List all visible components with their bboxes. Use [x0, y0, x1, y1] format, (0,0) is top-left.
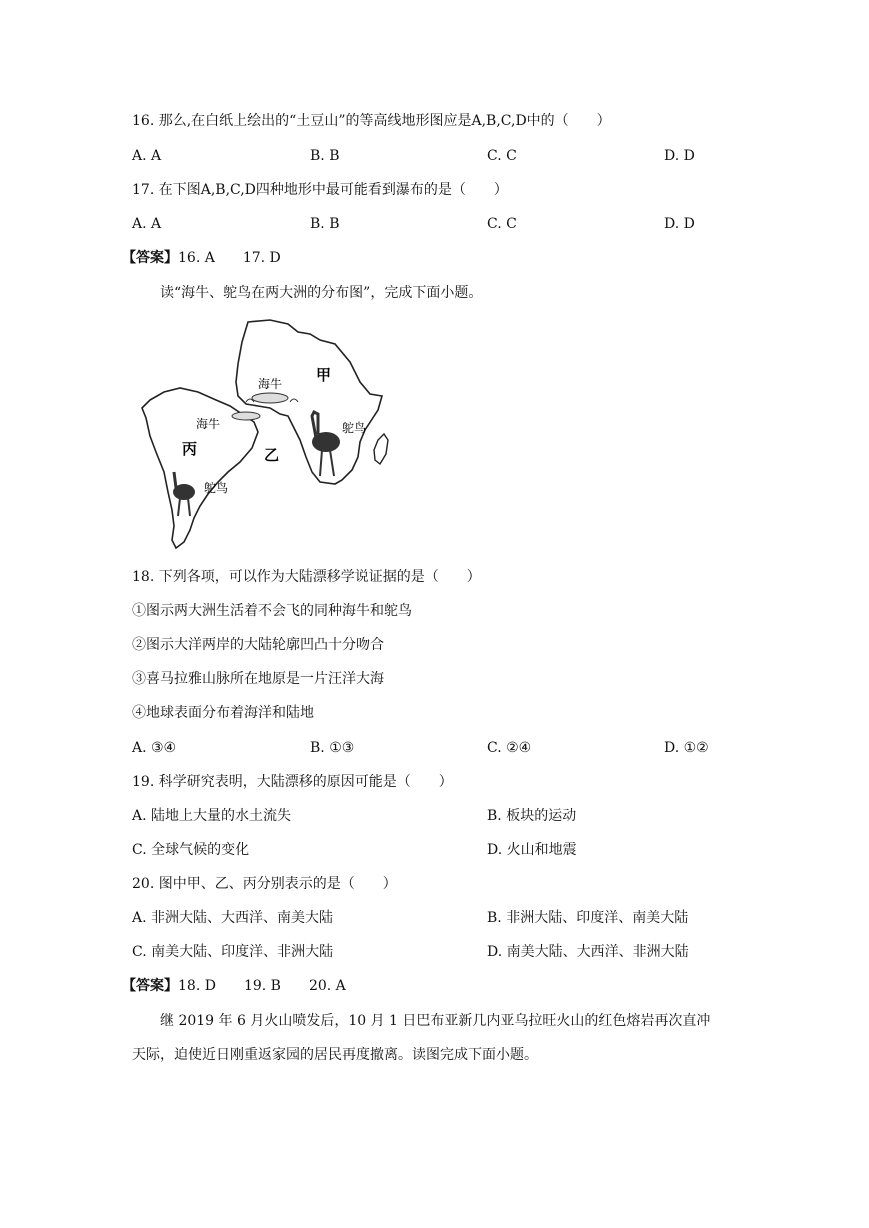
reading-intro-volcano-line-2: 天际，迫使近日刚重返家园的居民再度撤离。读图完成下面小题。 — [132, 1047, 538, 1063]
map-label-ostrich-sa: 鸵鸟 — [204, 481, 229, 495]
map-label-manatee-africa: 海牛 — [258, 377, 283, 391]
q20-option-b: B. 非洲大陆、印度洋、南美大陆 — [487, 910, 689, 926]
q16-option-b: B. B — [310, 148, 340, 164]
map-label-yi: 乙 — [264, 446, 280, 464]
q16-option-c: C. C — [487, 148, 517, 164]
reading-intro-map: 读“海牛、鸵鸟在两大洲的分布图”，完成下面小题。 — [160, 285, 483, 301]
map-label-ostrich-africa: 鸵鸟 — [342, 421, 367, 435]
map-label-jia: 甲 — [316, 366, 332, 384]
q16-option-a: A. A — [132, 148, 162, 164]
answer-values: 16. A 17. D — [178, 250, 281, 266]
q17-option-a: A. A — [132, 216, 162, 232]
map-label-manatee-sa: 海牛 — [196, 417, 221, 431]
q17-option-b: B. B — [310, 216, 340, 232]
q18-option-d: D. ①② — [664, 740, 709, 756]
q18-statement-2: ②图示大洋两岸的大陆轮廓凹凸十分吻合 — [132, 637, 384, 653]
q17-option-d: D. D — [664, 216, 695, 232]
q17-option-c: C. C — [487, 216, 517, 232]
map-label-bing: 丙 — [182, 440, 198, 458]
answer-line-2 — [122, 976, 346, 996]
q19-option-b: B. 板块的运动 — [487, 808, 577, 824]
q19-option-c: C. 全球气候的变化 — [132, 842, 250, 858]
q18-option-a: A. ③④ — [132, 740, 177, 756]
manatee-sa-illustration — [232, 412, 260, 420]
q16-option-d: D. D — [664, 148, 695, 164]
q20-option-c: C. 南美大陆、印度洋、非洲大陆 — [132, 944, 334, 960]
question-20-stem: 20. 图中甲、乙、丙分别表示的是（ ） — [132, 876, 397, 892]
q18-option-c: C. ②④ — [487, 740, 532, 756]
answer-key-label: 【答案】 — [122, 250, 178, 266]
reading-intro-volcano-line-1: 继 2019 年 6 月火山喷发后，10 月 1 日巴布亚新几内亚乌拉旺火山的红色熔岩再次直冲 — [160, 1013, 711, 1029]
q18-statement-3: ③喜马拉雅山脉所在地原是一片汪洋大海 — [132, 671, 384, 687]
question-16-stem: 16. 那么,在白纸上绘出的“土豆山”的等高线地形图应是A,B,C,D中的（ ） — [132, 113, 611, 129]
q20-option-a: A. 非洲大陆、大西洋、南美大陆 — [132, 910, 334, 926]
q19-option-a: A. 陆地上大量的水土流失 — [132, 808, 292, 824]
q19-option-d: D. 火山和地震 — [487, 842, 577, 858]
continent-distribution-map — [120, 312, 410, 552]
question-19-stem: 19. 科学研究表明，大陆漂移的原因可能是（ ） — [132, 774, 453, 790]
manatee-africa-illustration — [252, 393, 288, 403]
q18-statement-1: ①图示两大洲生活着不会飞的同种海牛和鸵鸟 — [132, 603, 412, 619]
question-17-stem: 17. 在下图A,B,C,D四种地形中最可能看到瀑布的是（ ） — [132, 182, 508, 198]
answer-values: 18. D 19. B 20. A — [178, 978, 346, 994]
madagascar-island-outline — [374, 434, 388, 464]
answer-key-label: 【答案】 — [122, 978, 178, 994]
q18-option-b: B. ①③ — [310, 740, 355, 756]
question-18-stem: 18. 下列各项，可以作为大陆漂移学说证据的是（ ） — [132, 569, 481, 585]
q20-option-d: D. 南美大陆、大西洋、非洲大陆 — [487, 944, 689, 960]
q18-statement-4: ④地球表面分布着海洋和陆地 — [132, 705, 314, 721]
answer-line-1 — [122, 248, 281, 268]
